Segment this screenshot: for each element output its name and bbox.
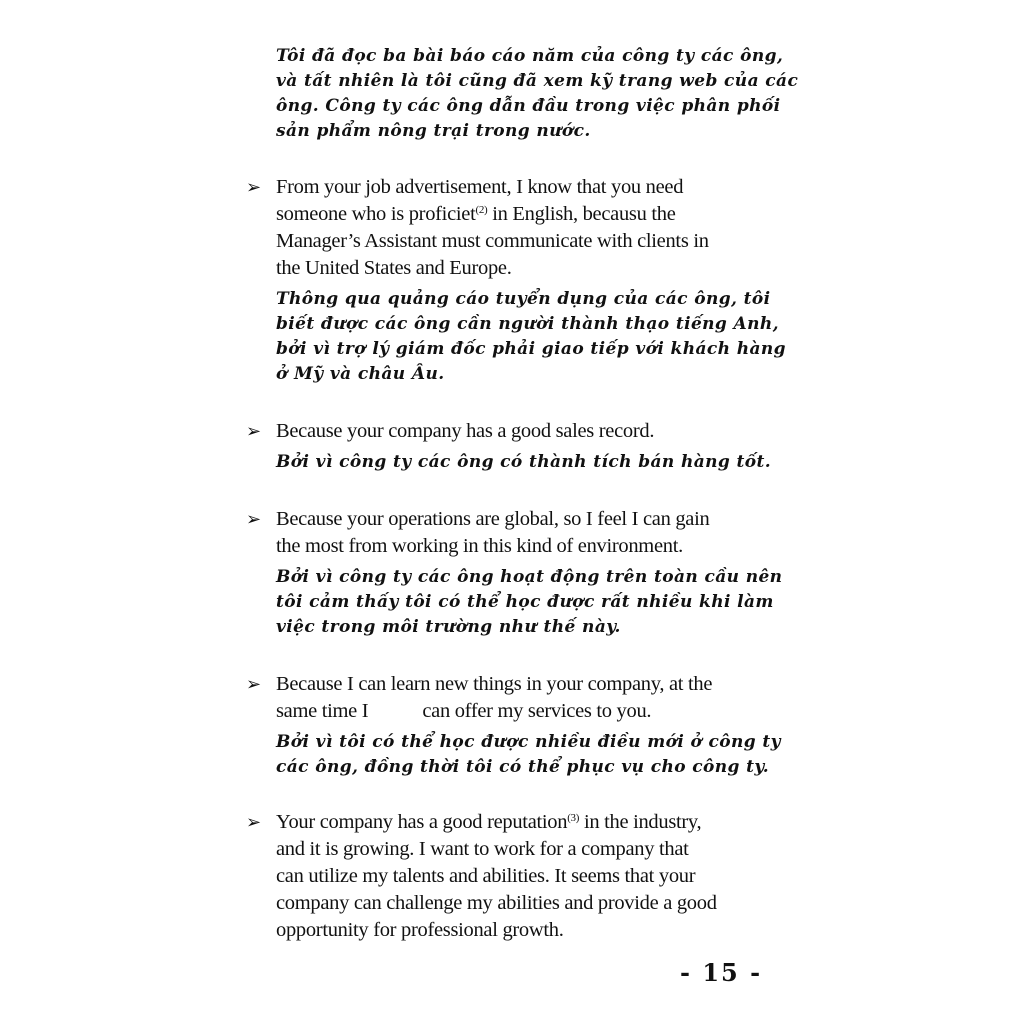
vietnamese-translation: Bởi vì công ty các ông có thành tích bán hàng tốt.: [276, 452, 772, 472]
vietnamese-translation: Bởi vì công ty các ông hoạt động trên toàn cầu nên tôi cảm thấy tôi có thể học được rất nhiều khi làm việc trong môi trường như thế này.: [276, 567, 783, 637]
arrow-bullet-icon: ➢: [246, 812, 262, 833]
translation-line: Tôi đã đọc ba bài báo cáo năm của công ty các ông,: [276, 46, 784, 66]
english-sentence: Because I can learn new things in your company, at the same time I can offer my services to you.: [276, 673, 713, 722]
arrow-bullet-icon: ➢: [246, 674, 262, 695]
translation-text: [276, 44, 799, 144]
vietnamese-translation: Bởi vì tôi có thể học được nhiều điều mới ở công ty các ông, đồng thời tôi có thể phục vụ cho công ty.: [276, 732, 781, 777]
arrow-bullet-icon: ➢: [246, 177, 262, 198]
english-sentence: Because your company has a good sales record.: [276, 420, 655, 442]
translation-line: ông. Công ty các ông dẫn đầu trong việc phân phối: [276, 96, 781, 116]
translation-line: sản phẩm nông trại trong nước.: [276, 121, 591, 141]
vietnamese-translation: Thông qua quảng cáo tuyển dụng của các ông, tôi biết được các ông cần người thành thạo tiếng Anh, bởi vì trợ lý giám đốc phải giao tiếp với khách hàng ở Mỹ và châu Âu.: [276, 289, 786, 384]
english-sentence: Your company has a good reputation$^{(3)}$ in the industry, and it is growing. I want to work for a company that can utilize my talents and abilities. It seems that your company can challenge my abilities and provide a good opportunity for professional growth.: [276, 811, 717, 941]
arrow-bullet-icon: ➢: [246, 509, 262, 530]
footnote-ref: (2): [475, 204, 488, 216]
page-number: - 15 -: [680, 958, 763, 987]
english-sentence: From your job advertisement, I know that you need someone who is proficiet$^{(2)}$ in English, becausu the Manager’s Assistant must communicate with clients in the United States and Europe.: [276, 176, 709, 279]
footnote-ref: (3): [567, 812, 580, 824]
translation-line: và tất nhiên là tôi cũng đã xem kỹ trang web của các: [276, 71, 799, 91]
english-sentence: Because your operations are global, so I feel I can gain the most from working in this kind of environment.: [276, 508, 710, 557]
arrow-bullet-icon: ➢: [246, 421, 262, 442]
